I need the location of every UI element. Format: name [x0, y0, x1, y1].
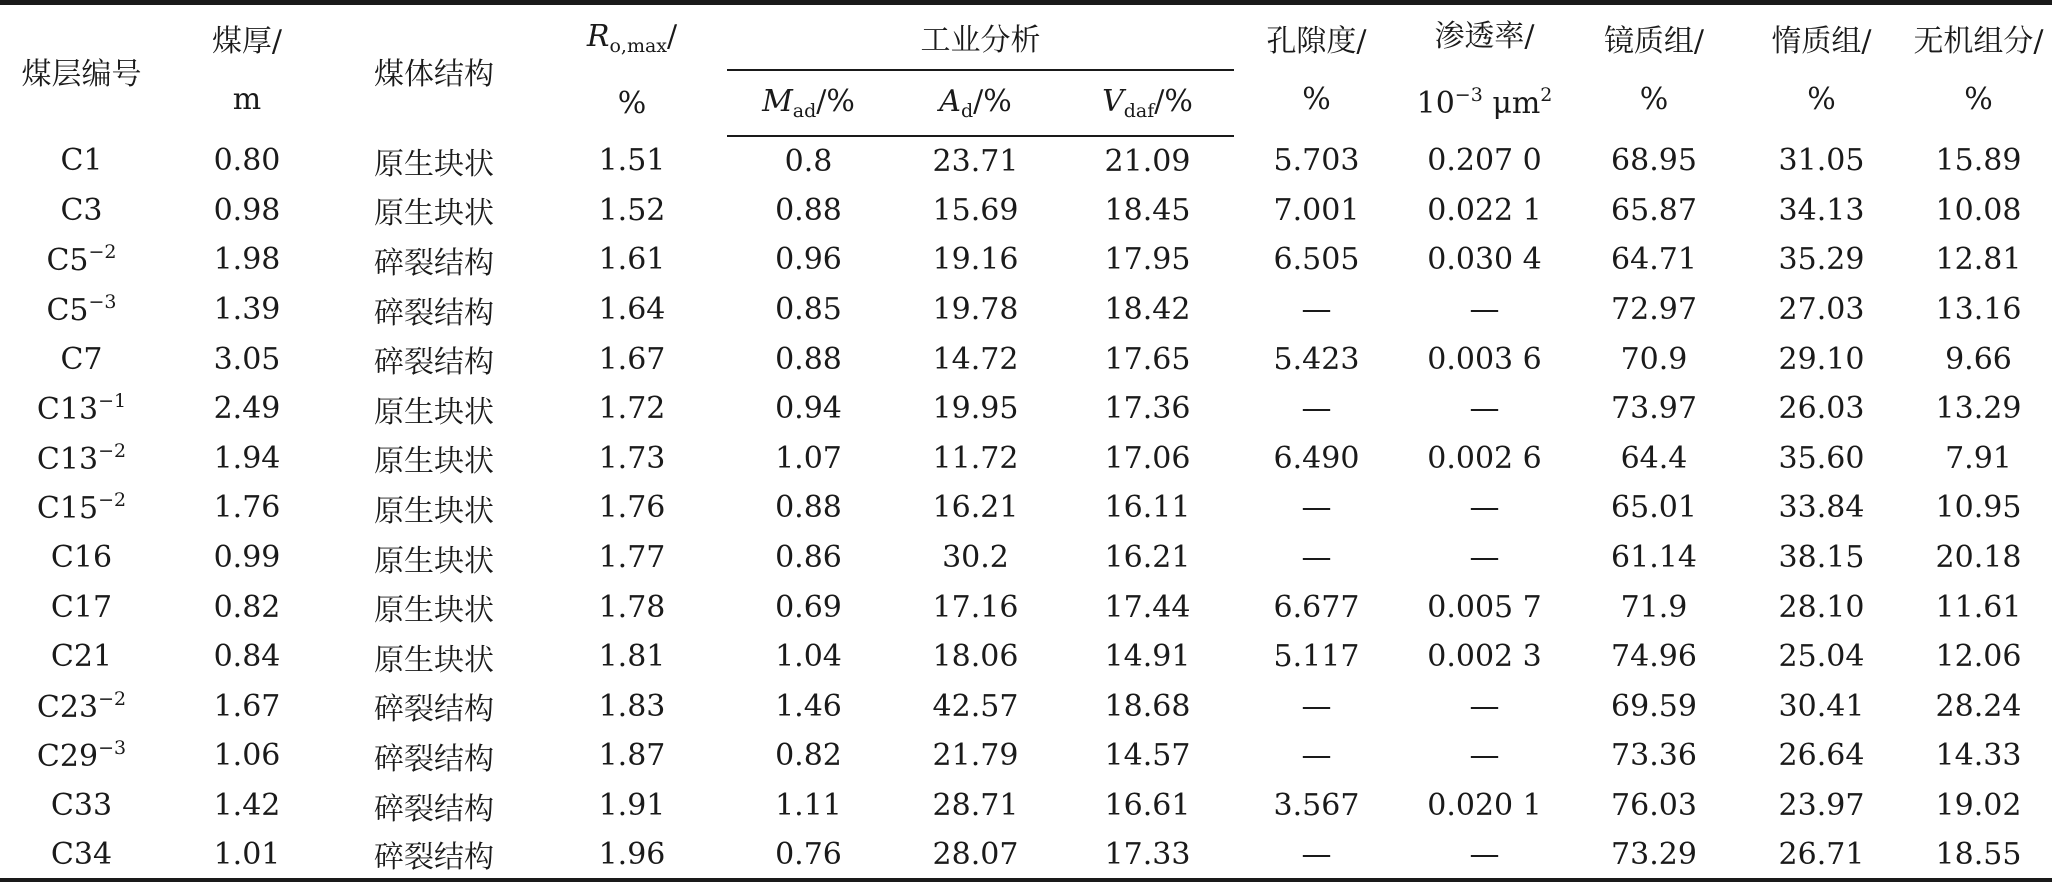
cell-mad: 0.8: [784, 143, 833, 179]
cell-porosity: 5.703: [1273, 143, 1360, 179]
cell-mineral: 28.24: [1935, 688, 2022, 724]
table-row: [0, 830, 2052, 880]
cell-seam: C21: [50, 639, 113, 675]
cell-mad: 0.96: [775, 242, 842, 278]
table-row: [0, 235, 2052, 285]
cell-mad: 0.82: [775, 738, 842, 774]
cell-vitrinite: 71.9: [1620, 589, 1688, 625]
cell-mineral: 7.91: [1945, 440, 2012, 476]
cell-structure: 碎裂结构: [331, 830, 537, 880]
header-porosity: 孔隙度/ %: [1266, 23, 1367, 117]
header-seam-no: 煤层编号: [21, 56, 142, 92]
cell-mineral: 18.55: [1905, 830, 2052, 880]
cell-seam: C3: [60, 192, 103, 228]
cell-porosity: —: [1301, 688, 1332, 724]
cell-porosity: 6.505: [1273, 242, 1360, 278]
cell-ad: 23.71: [932, 143, 1019, 179]
cell-inertinite: 35.60: [1778, 440, 1865, 476]
cell-inertinite: 26.64: [1778, 738, 1865, 774]
cell-vdaf: 17.65: [1104, 341, 1191, 377]
cell-vitrinite: 69.59: [1611, 688, 1697, 724]
cell-structure: 碎裂结构: [374, 245, 494, 281]
cell-thickness: 1.76: [213, 490, 281, 526]
header-permeability: 渗透率/ $10^{-3}$ $\mu m^2$: [1416, 19, 1553, 121]
cell-thickness: 1.42: [213, 788, 281, 824]
cell-perm: —: [1399, 830, 1570, 880]
cell-seam: C34: [0, 830, 163, 880]
cell-mad: 1.46: [775, 688, 842, 724]
cell-porosity: 6.677: [1273, 589, 1360, 625]
cell-ro: 1.73: [598, 440, 666, 476]
cell-inertinite: 23.97: [1778, 788, 1865, 824]
cell-vitrinite: 70.9: [1620, 341, 1688, 377]
cell-vitrinite: 74.96: [1611, 639, 1697, 675]
cell-vdaf: 18.42: [1104, 292, 1191, 328]
cell-ad: 21.79: [932, 738, 1019, 774]
cell-perm: —: [1469, 292, 1500, 328]
cell-perm: 0.002 3: [1427, 639, 1542, 675]
table-row: [0, 781, 2052, 831]
cell-structure: 原生块状: [374, 493, 494, 529]
cell-thickness: 0.84: [213, 639, 281, 675]
table-row: [0, 285, 2052, 335]
cell-vdaf: 17.33: [1061, 830, 1234, 880]
cell-seam: $C13^{-2}$: [36, 439, 127, 477]
cell-vdaf: 16.11: [1104, 490, 1191, 526]
cell-mineral: 12.06: [1935, 639, 2022, 675]
cell-thickness: 1.39: [213, 292, 281, 328]
table-row: [0, 434, 2052, 484]
cell-inertinite: 33.84: [1778, 490, 1865, 526]
header-structure: 煤体结构: [374, 56, 494, 92]
cell-perm: 0.005 7: [1427, 589, 1542, 625]
cell-porosity: —: [1301, 738, 1332, 774]
cell-mad: 0.88: [775, 490, 842, 526]
cell-mineral: 15.89: [1935, 143, 2022, 179]
cell-mineral: 10.08: [1935, 192, 2022, 228]
cell-ad: 17.16: [932, 589, 1019, 625]
cell-vitrinite: 61.14: [1611, 540, 1697, 576]
cell-ro: 1.52: [598, 192, 666, 228]
cell-mineral: 13.29: [1935, 391, 2022, 427]
cell-inertinite: 38.15: [1778, 540, 1865, 576]
cell-vitrinite: 73.36: [1611, 738, 1697, 774]
cell-mad: 0.88: [775, 341, 842, 377]
cell-porosity: —: [1301, 540, 1332, 576]
cell-perm: —: [1469, 540, 1500, 576]
cell-seam: $C13^{-1}$: [36, 390, 127, 428]
cell-mad: 0.94: [775, 391, 842, 427]
cell-ad: 18.06: [932, 639, 1019, 675]
cell-thickness: 0.82: [213, 589, 281, 625]
cell-ro: 1.81: [598, 639, 666, 675]
cell-structure: 碎裂结构: [374, 692, 494, 728]
cell-thickness: 1.01: [163, 830, 331, 880]
cell-structure: 碎裂结构: [374, 295, 494, 331]
cell-ad: 15.69: [932, 192, 1019, 228]
cell-vitrinite: 65.87: [1611, 192, 1697, 228]
cell-inertinite: 26.03: [1778, 391, 1865, 427]
cell-seam: $C5^{-2}$: [46, 241, 117, 279]
cell-thickness: 0.99: [213, 540, 281, 576]
table-row: [0, 533, 2052, 583]
cell-structure: 原生块状: [374, 444, 494, 480]
table-row: [0, 136, 2052, 186]
cell-ro: 1.78: [598, 589, 666, 625]
cell-vdaf: 18.45: [1104, 192, 1191, 228]
cell-structure: 原生块状: [374, 593, 494, 629]
cell-mineral: 10.95: [1935, 490, 2022, 526]
cell-ro: 1.61: [598, 242, 666, 278]
cell-ad: 19.16: [932, 242, 1019, 278]
cell-inertinite: 28.10: [1778, 589, 1865, 625]
cell-thickness: 1.94: [213, 440, 281, 476]
cell-porosity: 7.001: [1273, 192, 1360, 228]
cell-mad: 1.07: [775, 440, 842, 476]
cell-seam: C17: [50, 589, 113, 625]
cell-structure: 原生块状: [374, 196, 494, 232]
cell-ro: 1.72: [598, 391, 666, 427]
cell-mad: 0.76: [727, 830, 890, 880]
header-vitrinite: 镜质组/ %: [1603, 23, 1705, 117]
cell-ro: 1.87: [598, 738, 666, 774]
cell-ad: 28.71: [932, 788, 1019, 824]
cell-perm: 0.003 6: [1427, 341, 1542, 377]
cell-seam: $C5^{-3}$: [46, 291, 117, 329]
cell-vdaf: 14.91: [1104, 639, 1191, 675]
cell-thickness: 1.06: [213, 738, 281, 774]
cell-vdaf: 17.95: [1104, 242, 1191, 278]
cell-seam: C16: [50, 540, 113, 576]
header-vdaf: $V_{daf}/\%$: [1061, 70, 1234, 136]
cell-ad: 14.72: [932, 341, 1019, 377]
table-row: [0, 334, 2052, 384]
cell-structure: 碎裂结构: [374, 345, 494, 381]
cell-ro: 1.96: [537, 830, 727, 880]
cell-thickness: 3.05: [213, 341, 281, 377]
cell-perm: 0.022 1: [1427, 192, 1542, 228]
cell-mineral: 20.18: [1935, 540, 2022, 576]
cell-mad: 0.69: [775, 589, 842, 625]
cell-porosity: —: [1234, 830, 1399, 880]
table-row: [0, 483, 2052, 533]
cell-structure: 原生块状: [374, 394, 494, 430]
cell-vdaf: 21.09: [1104, 143, 1191, 179]
cell-vdaf: 18.68: [1104, 688, 1191, 724]
cell-thickness: 2.49: [213, 391, 281, 427]
cell-porosity: 5.117: [1273, 639, 1360, 675]
cell-inertinite: 25.04: [1778, 639, 1865, 675]
cell-vdaf: 14.57: [1104, 738, 1191, 774]
cell-perm: 0.002 6: [1427, 440, 1542, 476]
cell-ad: 42.57: [932, 688, 1019, 724]
table-row: [0, 186, 2052, 236]
cell-structure: 原生块状: [374, 146, 494, 182]
cell-vdaf: 17.36: [1104, 391, 1191, 427]
cell-inertinite: 35.29: [1778, 242, 1865, 278]
cell-inertinite: 34.13: [1778, 192, 1865, 228]
table-row: [0, 384, 2052, 434]
cell-mineral: 14.33: [1935, 738, 2022, 774]
header-mad: $M_{ad}/\%$: [727, 70, 890, 136]
cell-vitrinite: 65.01: [1611, 490, 1697, 526]
cell-vitrinite: 72.97: [1611, 292, 1697, 328]
cell-vdaf: 17.44: [1104, 589, 1191, 625]
header-mineral: 无机组分/ %: [1913, 23, 2044, 117]
header-ad: $A_d/\%$: [890, 70, 1061, 136]
cell-vitrinite: 68.95: [1611, 143, 1697, 179]
cell-seam: C33: [50, 788, 113, 824]
cell-thickness: 0.80: [213, 143, 281, 179]
cell-seam: $C23^{-2}$: [36, 687, 127, 725]
cell-ad: 19.95: [932, 391, 1019, 427]
cell-vitrinite: 73.97: [1611, 391, 1697, 427]
cell-mineral: 11.61: [1935, 589, 2022, 625]
cell-ad: 19.78: [932, 292, 1019, 328]
cell-thickness: 1.67: [213, 688, 281, 724]
cell-mineral: 9.66: [1945, 341, 2012, 377]
table-row: [0, 632, 2052, 682]
cell-thickness: 1.98: [213, 242, 281, 278]
cell-perm: 0.030 4: [1427, 242, 1542, 278]
cell-thickness: 0.98: [213, 192, 281, 228]
cell-mad: 1.04: [775, 639, 842, 675]
cell-inertinite: 30.41: [1778, 688, 1865, 724]
cell-seam: C7: [60, 341, 103, 377]
cell-perm: —: [1469, 391, 1500, 427]
cell-perm: 0.207 0: [1427, 143, 1542, 179]
cell-vitrinite: 64.4: [1620, 440, 1688, 476]
table-row: [0, 582, 2052, 632]
cell-perm: 0.020 1: [1427, 788, 1542, 824]
cell-ro: 1.77: [598, 540, 666, 576]
cell-ad: 28.07: [890, 830, 1061, 880]
table-header: [0, 3, 2052, 137]
cell-perm: —: [1469, 490, 1500, 526]
cell-inertinite: 29.10: [1778, 341, 1865, 377]
cell-mad: 0.86: [775, 540, 842, 576]
cell-porosity: 5.423: [1273, 341, 1360, 377]
header-thickness: 煤厚/ m: [211, 23, 283, 117]
cell-porosity: 3.567: [1273, 788, 1360, 824]
cell-ro: 1.67: [598, 341, 666, 377]
cell-vdaf: 16.21: [1104, 540, 1191, 576]
cell-ro: 1.64: [598, 292, 666, 328]
cell-vitrinite: 76.03: [1611, 788, 1697, 824]
header-proximate-analysis: 工业分析: [727, 3, 1234, 71]
cell-structure: 原生块状: [374, 543, 494, 579]
table-body: [0, 136, 2052, 880]
header-inertinite: 惰质组/ %: [1771, 23, 1872, 117]
cell-porosity: —: [1301, 490, 1332, 526]
cell-seam: C1: [60, 143, 103, 179]
cell-ad: 16.21: [932, 490, 1019, 526]
cell-ad: 30.2: [942, 540, 1009, 576]
cell-vitrinite: 73.29: [1570, 830, 1738, 880]
cell-ro: 1.91: [598, 788, 666, 824]
cell-vdaf: 16.61: [1104, 788, 1191, 824]
cell-ro: 1.51: [598, 143, 666, 179]
cell-inertinite: 31.05: [1778, 143, 1865, 179]
cell-perm: —: [1469, 688, 1500, 724]
cell-ad: 11.72: [932, 440, 1019, 476]
cell-structure: 碎裂结构: [374, 741, 494, 777]
cell-vdaf: 17.06: [1104, 440, 1191, 476]
cell-mineral: 12.81: [1935, 242, 2022, 278]
cell-mineral: 19.02: [1935, 788, 2022, 824]
cell-vitrinite: 64.71: [1611, 242, 1697, 278]
table-row: [0, 731, 2052, 781]
cell-porosity: 6.490: [1273, 440, 1360, 476]
cell-mad: 1.11: [775, 788, 842, 824]
header-ro-max: $R_{o,max}/$ %: [586, 19, 678, 121]
cell-porosity: —: [1301, 292, 1332, 328]
table-row: [0, 682, 2052, 732]
cell-ro: 1.76: [598, 490, 666, 526]
cell-perm: —: [1469, 738, 1500, 774]
cell-mineral: 13.16: [1935, 292, 2022, 328]
cell-structure: 原生块状: [374, 642, 494, 678]
cell-seam: $C29^{-3}$: [36, 737, 127, 775]
cell-inertinite: 26.71: [1738, 830, 1905, 880]
cell-ro: 1.83: [598, 688, 666, 724]
cell-mad: 0.85: [775, 292, 842, 328]
cell-porosity: —: [1301, 391, 1332, 427]
cell-mad: 0.88: [775, 192, 842, 228]
cell-seam: $C15^{-2}$: [36, 489, 127, 527]
cell-inertinite: 27.03: [1778, 292, 1865, 328]
cell-structure: 碎裂结构: [374, 791, 494, 827]
